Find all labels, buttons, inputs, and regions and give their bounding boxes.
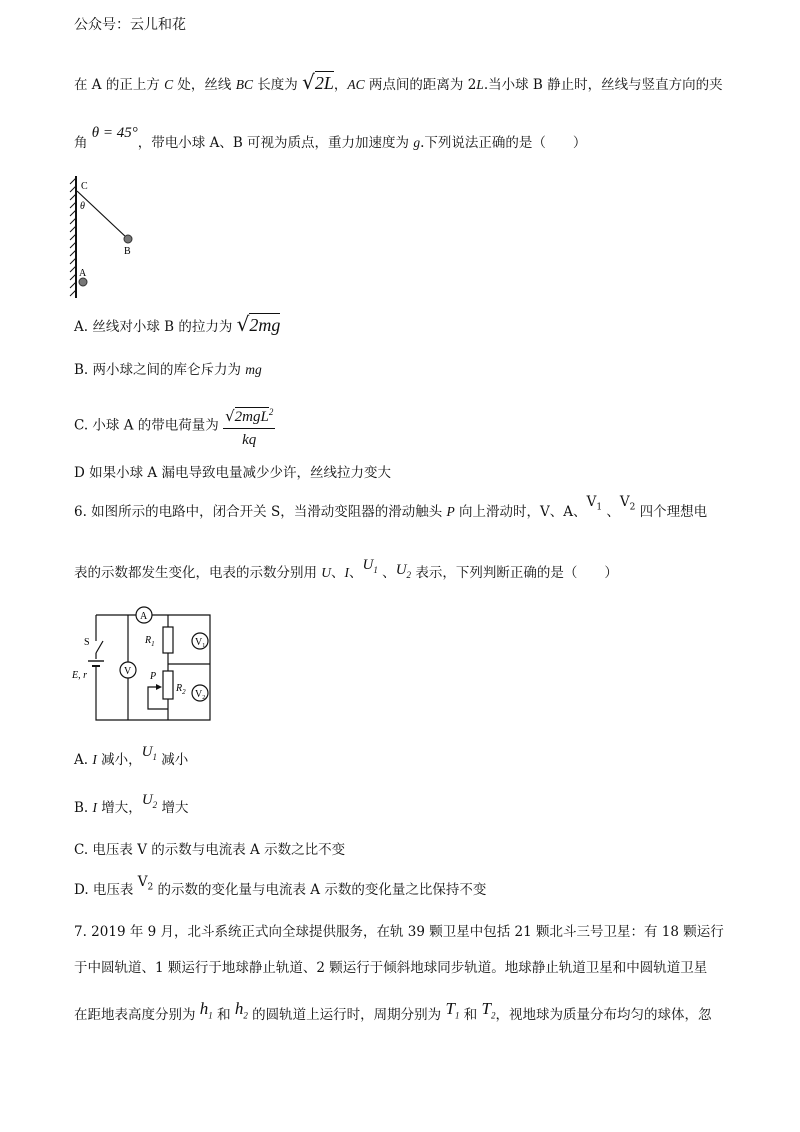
q6-circuit-figure xyxy=(70,605,220,725)
circuit-wires xyxy=(96,615,210,720)
q5-option-d: D 如果小球 A 漏电导致电量减少少许，丝线拉力变大 xyxy=(74,465,391,481)
label-b: B xyxy=(124,246,131,257)
q7-stem-line1: 7. 2019 年 9 月，北斗系统正式向全球提供服务，在轨 39 颗卫星中包括 21 颗北斗三号卫星：有 18 颗运行 xyxy=(74,924,724,940)
svg-text:V2: $V_2$ xyxy=(195,689,206,701)
switch-s xyxy=(84,637,103,653)
ball-a xyxy=(79,278,87,286)
q6-option-a: A. I 减小，$U_1$ 减小 xyxy=(74,744,189,768)
q6-option-b: B. I 增大，$U_2$ 增大 xyxy=(74,792,189,816)
svg-text:P: P xyxy=(150,671,157,682)
ball-b xyxy=(124,235,132,243)
silk-thread xyxy=(77,191,127,238)
q6-option-d: D. 电压表 $V_2$ 的示数的变化量与电流表 A 示数的变化量之比保持不变 xyxy=(74,874,487,898)
q6-stem-line2: 表的示数都发生变化，电表的示数分别用 U、I、$U_1$ 、$U_2$ 表示，下列判断正确的是（ ） xyxy=(74,557,618,581)
voltmeter-v2 xyxy=(192,685,208,701)
q5-stem-line1: 在 A 的正上方 C 处，丝线 BC 长度为 √2L，AC 两点间的距离为 2L.当小球 B 静止时，丝线与竖直方向的夹 xyxy=(74,70,723,94)
q5-option-b: B. 两小球之间的库仑斥力为 mg xyxy=(74,362,262,378)
q5-option-c: C. 小球 A 的带电荷量为 $\frac{√2mgL^2}{kq}$ xyxy=(74,402,275,450)
rheostat-r2 xyxy=(149,671,186,699)
battery xyxy=(71,659,104,681)
q7-stem-line3: 在距地表高度分别为 $h_1$ 和 $h_2$ 的圆轨道上运行时，周期分别为 $T_1$ 和 $T_2$，视地球为质量分布均匀的球体，忽 xyxy=(74,999,712,1023)
ammeter-a xyxy=(136,607,152,623)
svg-text:V1: $V_1$ xyxy=(195,637,206,649)
svg-text:E, r: E, r xyxy=(72,670,87,681)
q5-charge-fraction: $\frac{√2mgL^2}{kq}$ xyxy=(223,402,275,450)
q5-angle-formula: θ = 45° xyxy=(91,125,138,141)
q5-option-a: A. 丝线对小球 B 的拉力为 √2mg xyxy=(74,312,281,336)
q5-length-formula: 2L xyxy=(314,73,334,93)
voltmeter-v1 xyxy=(192,633,208,649)
page-header: 公众号：云儿和花 xyxy=(74,17,186,33)
label-theta: θ xyxy=(80,201,85,212)
svg-text:A: A xyxy=(140,611,148,622)
label-a: A xyxy=(79,268,87,279)
resistor-r1 xyxy=(144,627,173,653)
q7-stem-line2: 于中圆轨道、1 颗运行于地球静止轨道、2 颗运行于倾斜地球同步轨道。地球静止轨道卫星和中圆轨道卫星 xyxy=(74,960,708,976)
svg-text:R2: $R_2$ xyxy=(176,683,186,696)
q6-stem-line1: 6. 如图所示的电路中，闭合开关 S，当滑动变阻器的滑动触头 P 向上滑动时，V、A、$V_1$ 、$V_2$ 四个理想电 xyxy=(74,494,708,520)
q6-option-c: C. 电压表 V 的示数与电流表 A 示数之比不变 xyxy=(74,842,346,858)
q5-pendulum-figure xyxy=(66,172,146,302)
svg-text:S: S xyxy=(84,637,90,648)
svg-text:R1: $R_1$ xyxy=(145,635,155,648)
voltmeter-v xyxy=(120,662,136,678)
svg-text:V: V xyxy=(124,666,132,677)
label-c: C xyxy=(81,181,88,192)
q5-stem-line2: 角 θ = 45°，带电小球 A、B 可视为质点，重力加速度为 g.下列说法正确的是（ ） xyxy=(74,125,587,151)
